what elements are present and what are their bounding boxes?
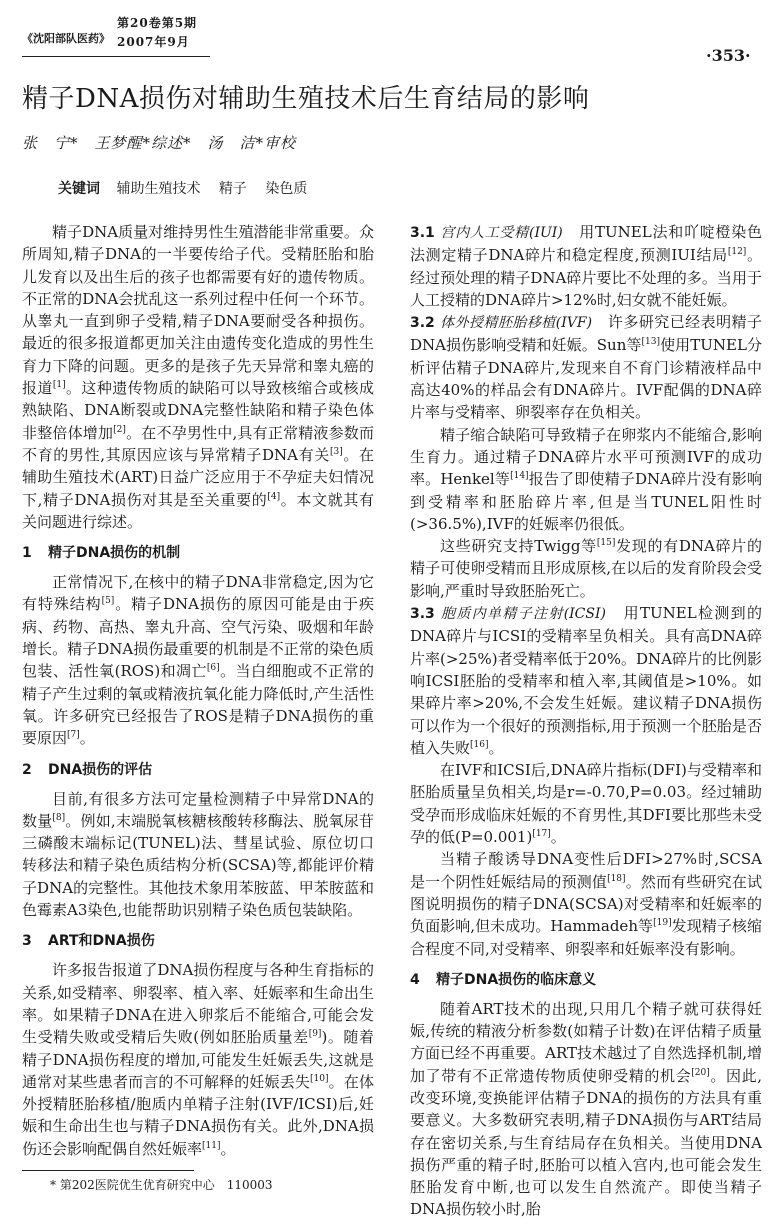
paragraph-text: 。经过预处理的精子DNA碎片要比不处理的多。当用于人工授精的DNA碎片>12%时,妇女就不能妊娠。 bbox=[410, 246, 762, 309]
citation-ref: [20] bbox=[691, 1067, 710, 1078]
left-column bbox=[22, 221, 374, 1193]
paragraph-text: 许多报告报道了DNA损伤程度与各种生育指标的关系,如受精率、卵裂率、植入率、妊娠率和生命出生率。如果精子DNA在进入卵浆后不能缩合,可能会发生受精失败或受精后失败(例如胚胎质量差 bbox=[22, 961, 374, 1047]
citation-ref: [16] bbox=[470, 739, 489, 750]
subsection-heading bbox=[410, 225, 563, 241]
citation-ref: [13] bbox=[641, 337, 661, 348]
subsection-title: 宫内人工受精(IUI) bbox=[440, 225, 563, 241]
section-number: 4 bbox=[410, 971, 420, 988]
citation-ref: [6] bbox=[206, 663, 220, 674]
paragraph-text: 当精子酸诱导DNA变性后DFI>27%时,SCSA是一个阴性妊娠结局的预测值 bbox=[410, 850, 762, 891]
section-title: 精子DNA损伤的机制 bbox=[48, 545, 181, 562]
subsection-title: 胞质内单精子注射(ICSI) bbox=[441, 606, 606, 623]
citation-ref: [5] bbox=[101, 596, 115, 607]
paragraph-text: 这些研究支持Twigg等 bbox=[440, 537, 597, 556]
citation-ref: [12] bbox=[727, 247, 747, 258]
keyword: 辅助生殖技术 bbox=[116, 181, 201, 197]
authors: 张 宁* 王梦醒*综述* 汤 洁*审校 bbox=[22, 134, 297, 152]
paragraph-text: 使用TUNEL分析评估精子DNA碎片,发现来自不育门诊精液样品中高达40%的样品会有DNA碎片。IVF配偶的DNA碎片率与受精率、卵裂率存在负相关。 bbox=[410, 336, 762, 422]
article-title: 精子DNA损伤对辅助生殖技术后生育结局的影响 bbox=[22, 84, 590, 114]
keywords-label: 关键词 bbox=[58, 181, 100, 197]
paragraph-text: 。当白细胞或不正常的精子产生过剩的氧或精液抗氧化能力降低时,产生活性氧。许多研究已经报告了ROS是精子DNA损伤的重要原因 bbox=[22, 662, 374, 748]
paragraph bbox=[410, 535, 762, 602]
citation-ref: [1] bbox=[52, 380, 66, 391]
paragraph-text: 。在体外授精胚胎移植/胞质内单精子注射(IVF/ICSI)后,妊娠和生命出生也与精子DNA损伤有关。此外,DNA损伤还会影响配偶自然妊娠率 bbox=[22, 1072, 374, 1158]
volume-issue bbox=[117, 14, 197, 52]
paragraph bbox=[22, 788, 374, 922]
subsection-number: 3.2 bbox=[410, 315, 435, 332]
subsection-title: 体外授精胚胎移植(IVF) bbox=[440, 315, 593, 332]
issue-date: 2007年9月 bbox=[117, 35, 190, 49]
keywords bbox=[58, 178, 321, 198]
keyword: 染色质 bbox=[265, 181, 308, 197]
section-number: 2 bbox=[22, 761, 32, 778]
footnote-rule bbox=[22, 1170, 194, 1171]
paragraph bbox=[410, 998, 762, 1221]
right-column-body bbox=[410, 221, 762, 1221]
paragraph-text: 精子缩合缺陷可导致精子在卵浆内不能缩合,影响生育力。通过精子DNA碎片水平可预测IVF的成功率。Henkel等 bbox=[410, 425, 762, 489]
paragraph-text: 。 bbox=[488, 738, 504, 757]
section-heading bbox=[22, 760, 374, 780]
paragraph-text: 目前,有很多方法可定量检测精子中异常DNA的数量 bbox=[22, 789, 374, 830]
paragraph-text: 。在不孕男性中,具有正常精液参数而不育的男性,其原因应该与异常精子DNA有关 bbox=[22, 423, 374, 464]
citation-ref: [8] bbox=[52, 812, 66, 823]
citation-ref: [2] bbox=[113, 424, 126, 435]
paragraph bbox=[410, 759, 762, 848]
citation-ref: [15] bbox=[596, 538, 616, 549]
paragraph-text: 。然而有些研究在试图说明损伤的精子DNA(SCSA)对受精率和妊娠率的负面影响,但未成功。Hammadeh等 bbox=[410, 872, 762, 936]
paragraph-text: )。随着精子DNA损伤程度的增加,可能发生妊娠丢失,这就是通常对某些患者而言的不可解释的妊娠丢失 bbox=[22, 1028, 374, 1091]
citation-ref: [7] bbox=[67, 730, 80, 741]
left-column-body bbox=[22, 221, 374, 1160]
paragraph-text: 。例如,末端脱氧核糖核酸转移酶法、脱氧尿苷三磷酸末端标记(TUNEL)法、彗星试验、原位切口转移法和精子染色质结构分析(SCSA)等,都能评价精子DNA的完整性。其他技术象用苯胺蓝、甲苯胺蓝和色霉素A3染色,也能帮助识别精子染色质包装缺陷。 bbox=[22, 811, 374, 920]
paragraph bbox=[22, 221, 374, 533]
paragraph-text: 。 bbox=[79, 729, 95, 748]
paragraph bbox=[410, 311, 762, 423]
paragraph-text: 。这种遗传物质的缺陷可以导致核缩合或核成熟缺陷、DNA断裂或DNA完整性缺陷和精子染色体非整倍体增加 bbox=[22, 379, 374, 442]
paragraph-text: 。在辅助生殖技术(ART)日益广泛应用于不孕症夫妇情况下,精子DNA损伤对其是至关重要的 bbox=[22, 445, 374, 509]
footnote: * 第202医院优生优育研究中心 110003 bbox=[50, 1177, 273, 1192]
paragraph-text: 随着ART技术的出现,只用几个精子就可获得妊娠,传统的精液分析参数(如精子计数)在评估精子质量方面已经不再重要。ART技术越过了自然选择机制,增加了带有不正常遗传物质使卵受精的机会 bbox=[410, 999, 762, 1085]
paragraph-text: 。 bbox=[220, 1139, 236, 1158]
citation-ref: [4] bbox=[267, 491, 281, 502]
section-heading bbox=[22, 543, 374, 563]
citation-ref: [17] bbox=[532, 829, 551, 840]
subsection-heading bbox=[410, 606, 606, 622]
header-rule bbox=[22, 56, 210, 57]
paragraph-text: 。精子DNA损伤的原因可能是由于疾病、药物、高热、睾丸升高、空气污染、吸烟和年龄增长。精子DNA损伤最重要的机制是不正常的染色质包装、活性氧(ROS)和凋亡 bbox=[22, 595, 374, 681]
paragraph bbox=[410, 424, 762, 535]
volume-issue-text: 第20卷第5期 bbox=[117, 16, 198, 30]
right-column bbox=[410, 221, 762, 1221]
paragraph-text: 用TUNEL检测到的DNA碎片与ICSI的受精率呈负相关。具有高DNA碎片率(>25%)者受精率低于20%。DNA碎片的比例影响ICSI胚胎的受精率和植入率,其阈值是>10%。如果碎片率>20%,不会发生妊娠。建议精子DNA损伤可以作为一个很好的预测指标,用于预测一个胚胎是否植入失败 bbox=[410, 604, 762, 757]
citation-ref: [14] bbox=[510, 471, 529, 482]
section-number: 3 bbox=[22, 933, 32, 950]
section-heading bbox=[410, 970, 762, 990]
section-number: 1 bbox=[22, 545, 32, 562]
journal-name: 《沈阳部队医药》 bbox=[22, 32, 110, 45]
paragraph-text: 许多研究已经表明精子DNA损伤影响受精和妊娠。Sun等 bbox=[410, 313, 762, 355]
citation-ref: [10] bbox=[310, 1073, 329, 1084]
paragraph bbox=[410, 602, 762, 759]
citation-ref: [18] bbox=[607, 873, 626, 884]
citation-ref: [3] bbox=[329, 446, 343, 457]
paragraph-text: 发现精子核缩合程度不同,对受精率、卵裂率和妊娠率没有影响。 bbox=[410, 917, 762, 958]
section-title: DNA损伤的评估 bbox=[48, 761, 153, 778]
paragraph-text: 精子DNA质量对维持男性生殖潜能非常重要。众所周知,精子DNA的一半要传给子代。受精胚胎和胎儿发育以及出生后的孩子也都需要有好的遗传物质。不正常的DNA会扰乱这一系列过程中任何一个环节。从睾丸一直到卵子受精,精子DNA要耐受各种损伤。最近的很多报道都更加关注由遗传变化造成的男性生育力下降的问题。更多的是孩子先天异常和睾丸癌的报道 bbox=[22, 223, 374, 398]
paragraph bbox=[22, 571, 374, 749]
section-heading bbox=[22, 931, 374, 951]
paragraph bbox=[410, 221, 762, 311]
paragraph-text: 在IVF和ICSI后,DNA碎片指标(DFI)与受精率和胚胎质量呈负相关,均是r=-0.70,P=0.03。经过辅助受孕而形成临床妊娠的不育男性,其DFI要比那些未受孕的低(P=0.001) bbox=[410, 761, 762, 847]
citation-ref: [9] bbox=[308, 1029, 322, 1040]
section-title: 精子DNA损伤的临床意义 bbox=[436, 971, 597, 988]
page-number: ·353· bbox=[706, 46, 751, 65]
keyword: 精子 bbox=[218, 181, 247, 197]
citation-ref: [19] bbox=[653, 918, 672, 929]
paragraph-text: 。本文就其有关问题进行综述。 bbox=[22, 490, 374, 531]
subsection-number: 3.1 bbox=[410, 225, 435, 241]
subsection-heading bbox=[410, 315, 592, 331]
paragraph-text: 。因此,改变环境,变换能评估精子DNA的损伤的方法具有重要意义。大多数研究表明,精子DNA损伤与ART结局存在密切关系,与生育结局存在负相关。当使用DNA损伤严重的精子时,胚胎可以植入宫内,也可能会发生胚胎发育中断,也可以发生自然流产。即使当精子DNA损伤较小时,胎 bbox=[410, 1066, 762, 1219]
paragraph-text: 报告了即使精子DNA碎片没有影响到受精率和胚胎碎片率,但是当TUNEL阳性时(>36.5%),IVF的妊娠率仍很低。 bbox=[410, 470, 762, 533]
paragraph-text: 发现的有DNA碎片的精子可使卵受精而且形成原核,在以后的发育阶段会受影响,严重时导致胚胎死亡。 bbox=[410, 537, 762, 600]
paragraph-text: 正常情况下,在核中的精子DNA非常稳定,因为它有特殊结构 bbox=[22, 573, 374, 614]
subsection-number: 3.3 bbox=[410, 606, 435, 623]
paragraph-text: 。 bbox=[550, 828, 566, 847]
paragraph bbox=[22, 959, 374, 1160]
citation-ref: [11] bbox=[202, 1140, 221, 1151]
paragraph-text: 用TUNEL法和吖啶橙染色法测定精子DNA碎片和稳定程度,预测IUI结局 bbox=[410, 223, 762, 265]
paragraph bbox=[410, 848, 762, 959]
section-title: ART和DNA损伤 bbox=[48, 933, 155, 950]
